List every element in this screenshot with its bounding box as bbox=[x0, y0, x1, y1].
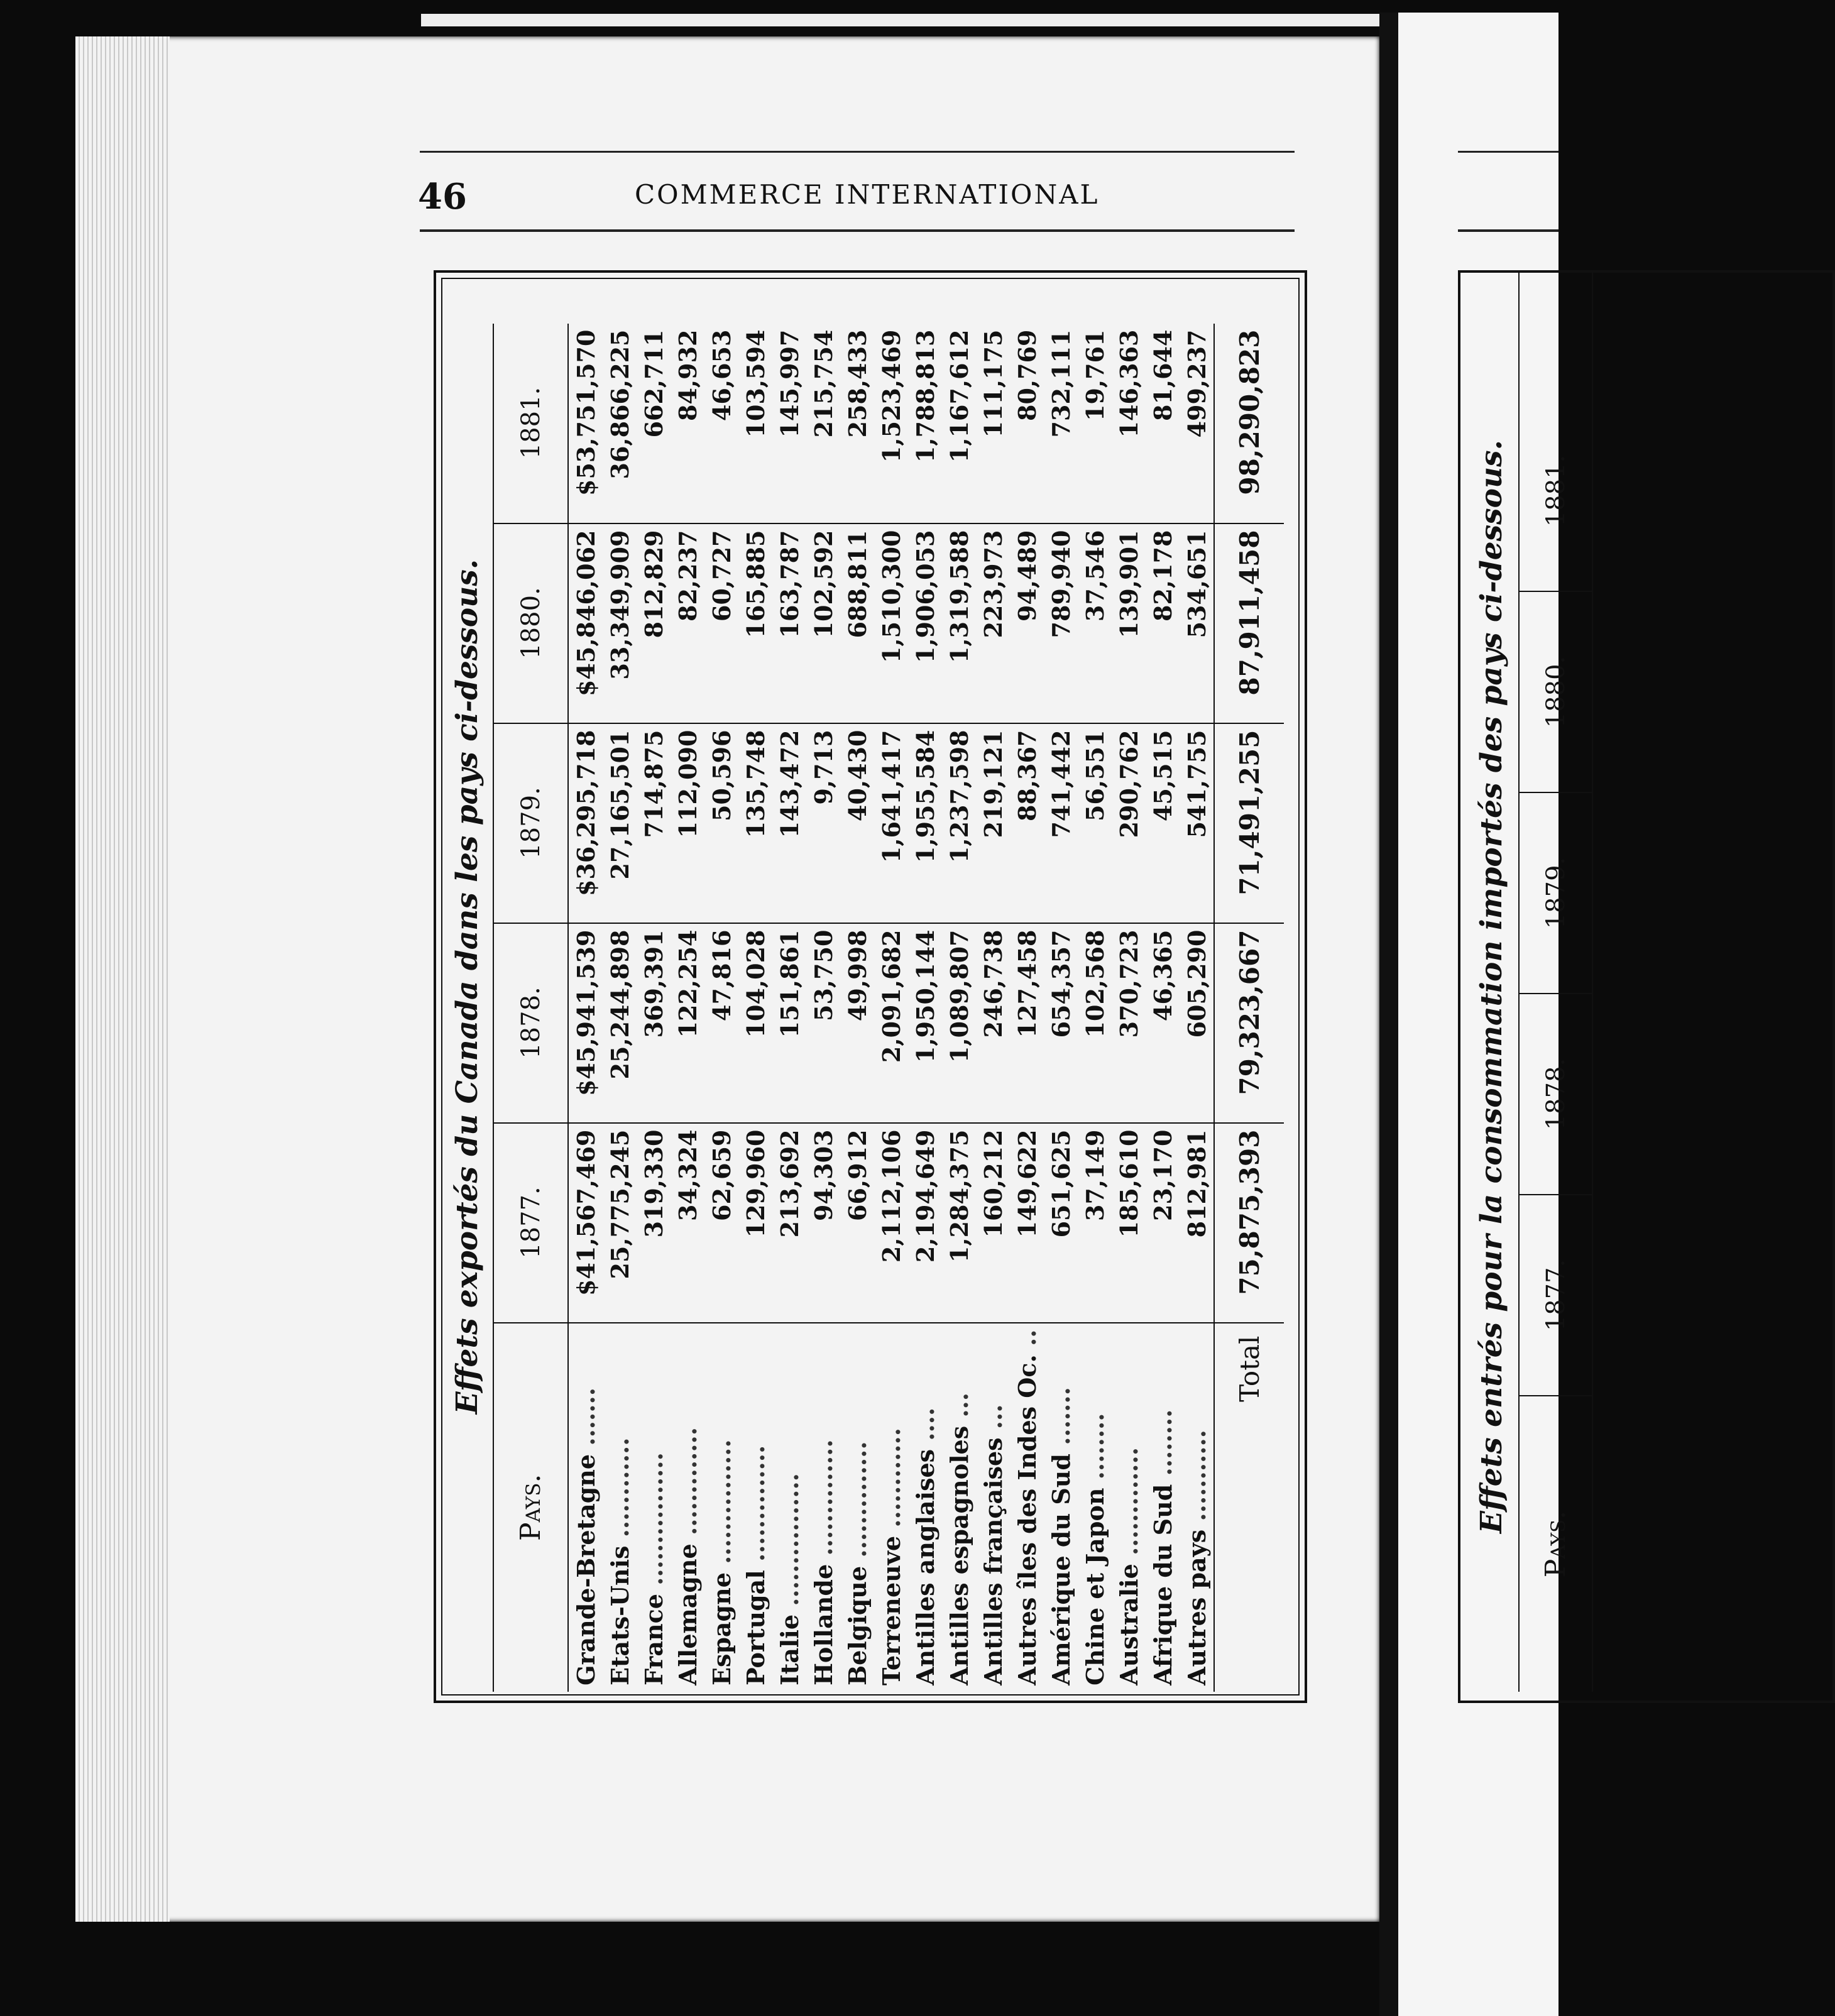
value-cell-1881: 80,769 bbox=[1010, 324, 1044, 523]
value-cell-1877: 1,284,375 bbox=[942, 1123, 976, 1323]
table-row bbox=[568, 324, 603, 1692]
value-cell-1878: 122,254 bbox=[671, 923, 704, 1123]
leader-dots: ........... bbox=[1182, 1430, 1211, 1530]
value-cell-1879: $36,295,718 bbox=[568, 723, 603, 923]
value-cell-1878: 151,861 bbox=[772, 923, 806, 1123]
value-cell-1881: 1,523,469 bbox=[874, 324, 908, 523]
value-cell-1877: 651,625 bbox=[1044, 1123, 1078, 1323]
value-cell-1881: 81,644 bbox=[1146, 324, 1180, 523]
country-name: Belgique .............. bbox=[843, 1441, 872, 1685]
leader-dots: ........ bbox=[1080, 1413, 1109, 1488]
table-row bbox=[908, 324, 942, 1692]
value-cell-1877: 160,212 bbox=[976, 1123, 1010, 1323]
imports-table-frame bbox=[1458, 270, 1835, 1703]
value-cell-1878: 654,357 bbox=[1044, 923, 1078, 1123]
value-cell-1877: 94,303 bbox=[806, 1123, 840, 1323]
imports-column-header-1881: 1881. bbox=[1520, 391, 1592, 592]
value-cell-1879: 143,472 bbox=[772, 723, 806, 923]
table-row bbox=[603, 324, 637, 1692]
imports-column-header-1880: 1880. bbox=[1520, 592, 1592, 793]
value-cell-1878: 246,738 bbox=[976, 923, 1010, 1123]
exports-table-header-row bbox=[493, 324, 568, 1692]
value-cell-1878: 1,089,807 bbox=[942, 923, 976, 1123]
table-row bbox=[840, 324, 874, 1692]
value-cell-1880: 33,349,909 bbox=[603, 523, 637, 723]
country-name: Terreneuve ............ bbox=[877, 1428, 906, 1685]
value-cell-1877: 149,622 bbox=[1010, 1123, 1044, 1323]
total-label: Total bbox=[1214, 1323, 1284, 1692]
value-cell-1879: 714,875 bbox=[637, 723, 671, 923]
right-header-rule-top bbox=[1458, 151, 1558, 153]
total-row bbox=[1214, 324, 1284, 1692]
value-cell-1878: $45,941,539 bbox=[568, 923, 603, 1123]
table-row bbox=[806, 324, 840, 1692]
value-cell-1879: 56,551 bbox=[1078, 723, 1112, 923]
value-cell-1878: 102,568 bbox=[1078, 923, 1112, 1123]
value-cell-1879: 541,755 bbox=[1180, 723, 1214, 923]
exports-table bbox=[493, 324, 1284, 1692]
page-number: 46 bbox=[418, 176, 467, 217]
value-cell-1879: 290,762 bbox=[1112, 723, 1146, 923]
table-row bbox=[1044, 324, 1078, 1692]
column-header-1880: 1880. bbox=[493, 523, 568, 723]
table-row bbox=[1078, 324, 1112, 1692]
country-name: Chine et Japon ........ bbox=[1080, 1413, 1109, 1685]
country-name: Allemagne ............. bbox=[673, 1427, 702, 1685]
country-name: Australie ............. bbox=[1114, 1447, 1143, 1685]
value-cell-1877: 2,194,649 bbox=[908, 1123, 942, 1323]
top-page-strip bbox=[421, 14, 1389, 26]
value-cell-1880: 82,178 bbox=[1146, 523, 1180, 723]
exports-table-title: Effets exportés du Canada dans les pays ci-dessous. bbox=[450, 559, 485, 1415]
value-cell-1880: 1,319,588 bbox=[942, 523, 976, 723]
leader-dots: .............. bbox=[843, 1441, 872, 1566]
value-cell-1879: 50,596 bbox=[704, 723, 738, 923]
value-cell-1879: 40,430 bbox=[840, 723, 874, 923]
value-cell-1881: 111,175 bbox=[976, 324, 1010, 523]
value-cell-1878: 370,723 bbox=[1112, 923, 1146, 1123]
value-cell-1878: 605,290 bbox=[1180, 923, 1214, 1123]
country-name: Amérique du Sud ....... bbox=[1046, 1387, 1075, 1685]
leader-dots: .. bbox=[1012, 1329, 1041, 1355]
header-rule-bottom bbox=[420, 229, 1295, 232]
value-cell-1881: 662,711 bbox=[637, 324, 671, 523]
value-cell-1881: 36,866,225 bbox=[603, 324, 637, 523]
table-row bbox=[1010, 324, 1044, 1692]
value-cell-1880: 60,727 bbox=[704, 523, 738, 723]
imports-table-title: Effets entrés pour la consommation importés des pays ci-dessous. bbox=[1474, 440, 1509, 1533]
value-cell-1878: 369,391 bbox=[637, 923, 671, 1123]
value-cell-1878: 47,816 bbox=[704, 923, 738, 1123]
value-cell-1881: 732,111 bbox=[1044, 324, 1078, 523]
value-cell-1879: 27,165,501 bbox=[603, 723, 637, 923]
value-cell-1881: 1,788,813 bbox=[908, 324, 942, 523]
leader-dots: ............ bbox=[877, 1428, 906, 1536]
country-name: Portugal .............. bbox=[741, 1445, 770, 1685]
value-cell-1881: 499,237 bbox=[1180, 324, 1214, 523]
value-cell-1880: 102,592 bbox=[806, 523, 840, 723]
leader-dots: ............ bbox=[605, 1437, 634, 1546]
value-cell-1880: 1,510,300 bbox=[874, 523, 908, 723]
table-row bbox=[772, 324, 806, 1692]
value-cell-1877: 23,170 bbox=[1146, 1123, 1180, 1323]
table-row bbox=[738, 324, 772, 1692]
total-cell-1881: 98,290,823 bbox=[1214, 324, 1284, 523]
leader-dots: ........ bbox=[1148, 1409, 1177, 1484]
value-cell-1879: 45,515 bbox=[1146, 723, 1180, 923]
country-name: Autres îles des Indes Oc. .. bbox=[1012, 1329, 1041, 1685]
value-cell-1880: 37,546 bbox=[1078, 523, 1112, 723]
leader-dots: ... bbox=[945, 1392, 973, 1426]
value-cell-1877: $41,567,469 bbox=[568, 1123, 603, 1323]
value-cell-1877: 62,659 bbox=[704, 1123, 738, 1323]
value-cell-1881: 146,363 bbox=[1112, 324, 1146, 523]
value-cell-1879: 112,090 bbox=[671, 723, 704, 923]
running-title: COMMERCE INTERNATIONAL bbox=[635, 179, 1100, 210]
total-cell-1879: 71,491,255 bbox=[1214, 723, 1284, 923]
value-cell-1881: 103,594 bbox=[738, 324, 772, 523]
value-cell-1877: 37,149 bbox=[1078, 1123, 1112, 1323]
column-header-1879: 1879. bbox=[493, 723, 568, 923]
value-cell-1879: 219,121 bbox=[976, 723, 1010, 923]
value-cell-1880: 165,885 bbox=[738, 523, 772, 723]
value-cell-1881: 46,653 bbox=[704, 324, 738, 523]
leader-dots: ... bbox=[978, 1404, 1007, 1438]
value-cell-1881: $53,751,570 bbox=[568, 324, 603, 523]
leader-dots: ....... bbox=[571, 1388, 600, 1454]
value-cell-1877: 34,324 bbox=[671, 1123, 704, 1323]
country-name: Espagne ............... bbox=[707, 1439, 736, 1685]
value-cell-1881: 145,997 bbox=[772, 324, 806, 523]
total-cell-1880: 87,911,458 bbox=[1214, 523, 1284, 723]
value-cell-1881: 1,167,612 bbox=[942, 324, 976, 523]
value-cell-1880: 688,811 bbox=[840, 523, 874, 723]
value-cell-1879: 1,237,598 bbox=[942, 723, 976, 923]
leader-dots: ............. bbox=[673, 1427, 702, 1544]
value-cell-1880: 139,901 bbox=[1112, 523, 1146, 723]
total-cell-1878: 79,323,667 bbox=[1214, 923, 1284, 1123]
country-name: Afrique du Sud ........ bbox=[1148, 1409, 1177, 1685]
table-row bbox=[942, 324, 976, 1692]
exports-table-body bbox=[568, 324, 1284, 1692]
exports-table-frame bbox=[434, 270, 1307, 1703]
total-cell-1877: 75,875,393 bbox=[1214, 1123, 1284, 1323]
imports-column-header-1878: 1878. bbox=[1520, 994, 1592, 1195]
value-cell-1880: 789,940 bbox=[1044, 523, 1078, 723]
value-cell-1878: 49,998 bbox=[840, 923, 874, 1123]
table-row bbox=[874, 324, 908, 1692]
leader-dots: ................ bbox=[639, 1452, 668, 1594]
table-row bbox=[1180, 324, 1214, 1692]
table-row bbox=[1146, 324, 1180, 1692]
imports-column-header-1879: 1879. bbox=[1520, 793, 1592, 994]
country-name: Grande-Bretagne ....... bbox=[571, 1388, 600, 1685]
value-cell-1878: 1,950,144 bbox=[908, 923, 942, 1123]
country-name: Italie ................ bbox=[775, 1473, 804, 1685]
value-cell-1880: 812,829 bbox=[637, 523, 671, 723]
column-header-1877: 1877. bbox=[493, 1123, 568, 1323]
value-cell-1878: 127,458 bbox=[1010, 923, 1044, 1123]
imports-column-header-country: Pays. bbox=[1540, 1510, 1572, 1578]
value-cell-1878: 2,091,682 bbox=[874, 923, 908, 1123]
table-row bbox=[671, 324, 704, 1692]
imports-column-header-1877: 1877. bbox=[1520, 1195, 1592, 1396]
leader-dots: ............... bbox=[707, 1439, 736, 1573]
column-header-country: Pays. bbox=[493, 1323, 568, 1692]
value-cell-1879: 1,955,584 bbox=[908, 723, 942, 923]
country-name: Antilles françaises ... bbox=[978, 1404, 1007, 1685]
leader-dots: .... bbox=[911, 1407, 939, 1449]
country-name: Etats-Unis ............ bbox=[605, 1437, 634, 1685]
value-cell-1877: 25,775,245 bbox=[603, 1123, 637, 1323]
table-row bbox=[976, 324, 1010, 1692]
leader-dots: ............. bbox=[1114, 1447, 1143, 1564]
country-name: Hollande .............. bbox=[809, 1439, 838, 1685]
imports-table-header-row bbox=[1518, 273, 1593, 1692]
value-cell-1880: 1,906,053 bbox=[908, 523, 942, 723]
right-header-rule-bottom bbox=[1458, 229, 1558, 232]
value-cell-1878: 25,244,898 bbox=[603, 923, 637, 1123]
value-cell-1880: 82,237 bbox=[671, 523, 704, 723]
value-cell-1877: 2,112,106 bbox=[874, 1123, 908, 1323]
country-name: Autres pays ........... bbox=[1182, 1430, 1211, 1685]
table-row bbox=[1112, 324, 1146, 1692]
value-cell-1879: 1,641,417 bbox=[874, 723, 908, 923]
value-cell-1877: 185,610 bbox=[1112, 1123, 1146, 1323]
value-cell-1881: 84,932 bbox=[671, 324, 704, 523]
column-header-1878: 1878. bbox=[493, 923, 568, 1123]
value-cell-1877: 319,330 bbox=[637, 1123, 671, 1323]
value-cell-1878: 46,365 bbox=[1146, 923, 1180, 1123]
leader-dots: .............. bbox=[741, 1445, 770, 1570]
value-cell-1879: 135,748 bbox=[738, 723, 772, 923]
value-cell-1880: 163,787 bbox=[772, 523, 806, 723]
book-gutter bbox=[1379, 13, 1398, 2016]
value-cell-1879: 741,442 bbox=[1044, 723, 1078, 923]
country-name: Antilles espagnoles ... bbox=[945, 1392, 973, 1685]
value-cell-1881: 258,433 bbox=[840, 324, 874, 523]
country-name: France ................ bbox=[639, 1452, 668, 1685]
value-cell-1877: 812,981 bbox=[1180, 1123, 1214, 1323]
leader-dots: ................ bbox=[775, 1473, 804, 1614]
value-cell-1878: 104,028 bbox=[738, 923, 772, 1123]
country-name: Antilles anglaises .... bbox=[911, 1407, 939, 1685]
value-cell-1877: 66,912 bbox=[840, 1123, 874, 1323]
table-row bbox=[704, 324, 738, 1692]
column-header-1881: 1881. bbox=[493, 324, 568, 523]
value-cell-1877: 213,692 bbox=[772, 1123, 806, 1323]
value-cell-1881: 19,761 bbox=[1078, 324, 1112, 523]
value-cell-1878: 53,750 bbox=[806, 923, 840, 1123]
value-cell-1879: 9,713 bbox=[806, 723, 840, 923]
value-cell-1881: 215,754 bbox=[806, 324, 840, 523]
page-edges bbox=[75, 36, 170, 1922]
header-rule-top bbox=[420, 151, 1295, 153]
value-cell-1880: 223,973 bbox=[976, 523, 1010, 723]
value-cell-1880: 534,651 bbox=[1180, 523, 1214, 723]
value-cell-1877: 129,960 bbox=[738, 1123, 772, 1323]
table-row bbox=[637, 324, 671, 1692]
value-cell-1880: $45,846,062 bbox=[568, 523, 603, 723]
leader-dots: ....... bbox=[1046, 1387, 1075, 1454]
value-cell-1880: 94,489 bbox=[1010, 523, 1044, 723]
value-cell-1879: 88,367 bbox=[1010, 723, 1044, 923]
leader-dots: .............. bbox=[809, 1439, 838, 1564]
